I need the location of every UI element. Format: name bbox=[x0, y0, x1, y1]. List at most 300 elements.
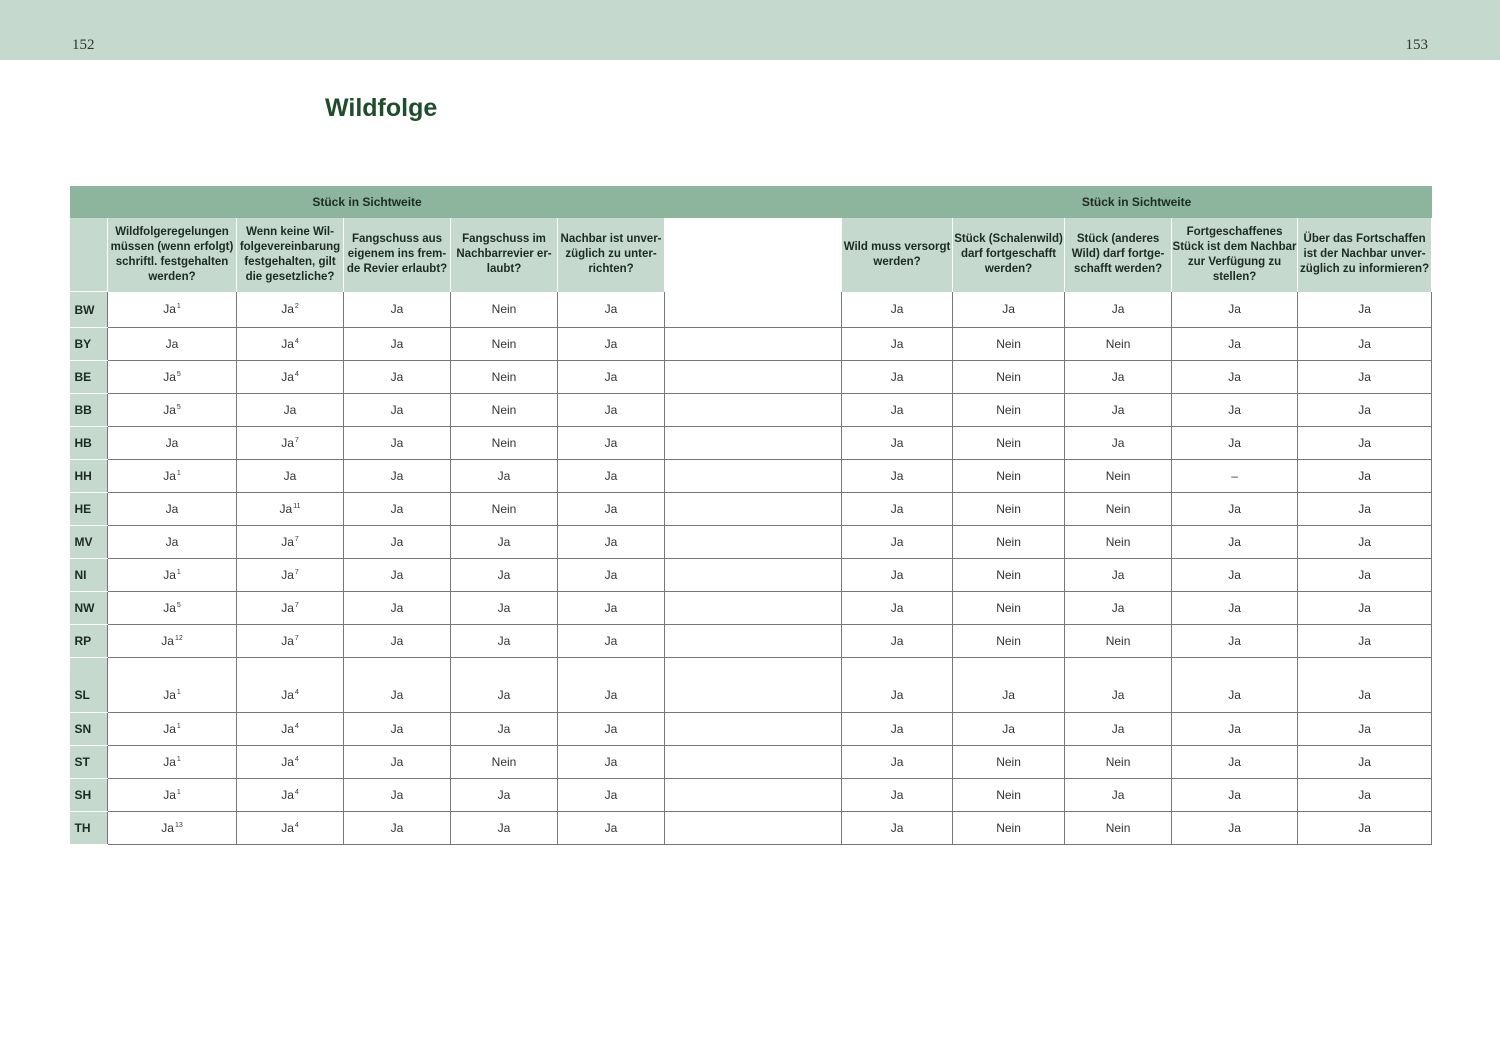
cell-value: Ja bbox=[497, 788, 511, 802]
table-cell bbox=[1172, 592, 1298, 625]
table-cell bbox=[1298, 361, 1432, 394]
column-header: Fangschuss aus eigenem ins frem-de Revier erlaubt? bbox=[344, 218, 451, 292]
cell-value: Nein bbox=[996, 568, 1021, 582]
cell-value: Ja bbox=[1002, 688, 1015, 702]
gutter-header bbox=[665, 218, 842, 292]
table-cell bbox=[953, 559, 1065, 592]
cell-value: Ja bbox=[163, 302, 176, 317]
cell-value: Ja bbox=[497, 535, 511, 549]
cell-value: Ja bbox=[163, 601, 176, 615]
cell-value: Ja bbox=[390, 755, 404, 769]
cell-value: Ja bbox=[281, 302, 294, 317]
table-cell bbox=[108, 658, 237, 713]
page-number-left: 152 bbox=[72, 37, 95, 53]
table-cell bbox=[451, 526, 558, 559]
cell-value: Ja bbox=[1358, 502, 1371, 516]
table-cell bbox=[558, 559, 665, 592]
cell-value: Ja bbox=[604, 436, 618, 450]
table-cell bbox=[451, 361, 558, 394]
cell-value: Ja bbox=[890, 821, 904, 835]
gutter-cell bbox=[665, 625, 842, 658]
table-cell bbox=[558, 361, 665, 394]
cell-value: Ja bbox=[281, 755, 294, 769]
cell-value: Ja bbox=[1358, 568, 1371, 582]
state-code: BW bbox=[70, 292, 108, 328]
state-code: NW bbox=[70, 592, 108, 625]
table-row bbox=[70, 625, 1432, 658]
table-cell bbox=[558, 812, 665, 845]
table-cell bbox=[953, 625, 1065, 658]
state-code: HE bbox=[70, 493, 108, 526]
table-cell bbox=[1065, 592, 1172, 625]
footnote-marker: 11 bbox=[293, 503, 301, 510]
table-cell bbox=[451, 592, 558, 625]
footnote-marker: 4 bbox=[294, 689, 299, 696]
cell-value: Ja bbox=[165, 502, 179, 516]
table-cell bbox=[1298, 559, 1432, 592]
cell-value: Ja bbox=[165, 337, 179, 351]
table-cell bbox=[108, 625, 237, 658]
page-number-right: 153 bbox=[1405, 37, 1428, 53]
cell-value: Ja bbox=[604, 601, 618, 615]
cell-value: Ja bbox=[890, 634, 904, 648]
cell-value: Ja bbox=[604, 337, 618, 351]
state-code: BB bbox=[70, 394, 108, 427]
table-cell bbox=[108, 427, 237, 460]
gutter-cell bbox=[665, 779, 842, 812]
cell-value: Ja bbox=[604, 302, 618, 317]
cell-value: Ja bbox=[281, 722, 294, 736]
cell-value: Nein bbox=[1105, 535, 1131, 549]
cell-value: Ja bbox=[390, 821, 404, 835]
table-row bbox=[70, 460, 1432, 493]
cell-value: Ja bbox=[281, 821, 294, 835]
table-cell bbox=[558, 779, 665, 812]
cell-value: Ja bbox=[497, 688, 511, 702]
cell-value: Ja bbox=[1228, 502, 1241, 516]
table-cell bbox=[953, 592, 1065, 625]
cell-value: Ja bbox=[604, 821, 618, 835]
table-cell bbox=[237, 292, 344, 328]
cell-value: Ja bbox=[890, 502, 904, 516]
cell-value: Ja bbox=[1228, 535, 1241, 549]
table-cell bbox=[1172, 559, 1298, 592]
cell-value: Ja bbox=[1111, 370, 1125, 384]
table-cell bbox=[1298, 713, 1432, 746]
table-cell bbox=[1065, 713, 1172, 746]
cell-value: Ja bbox=[1228, 337, 1241, 351]
cell-value: Ja bbox=[1228, 302, 1241, 317]
table-cell bbox=[953, 427, 1065, 460]
table-cell bbox=[237, 427, 344, 460]
table-cell bbox=[842, 625, 953, 658]
table-cell bbox=[344, 361, 451, 394]
gutter-cell bbox=[665, 526, 842, 559]
table-cell bbox=[953, 394, 1065, 427]
cell-value: Ja bbox=[283, 469, 297, 483]
cell-value: Ja bbox=[890, 436, 904, 450]
table-cell bbox=[451, 493, 558, 526]
gutter-cell bbox=[665, 658, 842, 713]
footnote-marker: 4 bbox=[294, 789, 299, 796]
table-cell bbox=[1172, 493, 1298, 526]
table-cell bbox=[108, 460, 237, 493]
table-cell bbox=[344, 328, 451, 361]
table-cell bbox=[1065, 394, 1172, 427]
cell-value: Ja bbox=[390, 370, 404, 384]
state-code: SL bbox=[70, 658, 108, 713]
table-cell bbox=[842, 746, 953, 779]
state-code: ST bbox=[70, 746, 108, 779]
table-cell bbox=[344, 746, 451, 779]
cell-value: Ja bbox=[1358, 788, 1371, 802]
table-cell bbox=[1065, 812, 1172, 845]
table-cell bbox=[1065, 328, 1172, 361]
table-cell bbox=[1298, 427, 1432, 460]
cell-value: Ja bbox=[1228, 436, 1241, 450]
table-cell bbox=[108, 526, 237, 559]
cell-value: Ja bbox=[1228, 601, 1241, 615]
cell-value: Nein bbox=[996, 788, 1021, 802]
cell-value: Ja bbox=[1228, 370, 1241, 384]
cell-value: Ja bbox=[1358, 688, 1371, 702]
cell-value: Ja bbox=[390, 568, 404, 582]
table-cell bbox=[558, 592, 665, 625]
cell-value: Nein bbox=[996, 370, 1021, 384]
cell-value: Ja bbox=[163, 469, 176, 483]
table-cell bbox=[1065, 361, 1172, 394]
table-cell bbox=[1298, 460, 1432, 493]
cell-value: Ja bbox=[1111, 568, 1125, 582]
cell-value: Ja bbox=[163, 688, 176, 702]
cell-value: Ja bbox=[390, 688, 404, 702]
table-cell bbox=[451, 713, 558, 746]
table-row bbox=[70, 746, 1432, 779]
cell-value: Ja bbox=[163, 722, 176, 736]
cell-value: Ja bbox=[890, 722, 904, 736]
cell-value: Ja bbox=[1358, 370, 1371, 384]
state-code: HB bbox=[70, 427, 108, 460]
cell-value: Ja bbox=[604, 568, 618, 582]
table-cell bbox=[237, 625, 344, 658]
cell-value: Ja bbox=[497, 634, 511, 648]
table-cell bbox=[237, 658, 344, 713]
table-cell bbox=[108, 292, 237, 328]
cell-value: Ja bbox=[281, 568, 294, 582]
table-cell bbox=[953, 460, 1065, 493]
table-cell bbox=[953, 361, 1065, 394]
table-cell bbox=[451, 746, 558, 779]
table-cell bbox=[108, 361, 237, 394]
cell-value: Ja bbox=[1228, 403, 1241, 417]
table-cell bbox=[108, 493, 237, 526]
table-cell bbox=[108, 592, 237, 625]
table-cell bbox=[237, 460, 344, 493]
table-cell bbox=[1172, 658, 1298, 713]
footnote-marker: 7 bbox=[294, 602, 299, 609]
table-cell bbox=[1298, 812, 1432, 845]
cell-value: Ja bbox=[163, 370, 176, 384]
table-cell bbox=[842, 328, 953, 361]
table-cell bbox=[558, 658, 665, 713]
gutter-cell bbox=[665, 427, 842, 460]
table-body bbox=[70, 292, 1432, 845]
table-cell bbox=[108, 779, 237, 812]
cell-value: Ja bbox=[1228, 722, 1241, 736]
cell-value: Ja bbox=[163, 568, 176, 582]
cell-value: Ja bbox=[1358, 634, 1371, 648]
table-cell bbox=[108, 559, 237, 592]
cell-value: Ja bbox=[890, 337, 904, 351]
cell-value: Ja bbox=[390, 788, 404, 802]
cell-value: Ja bbox=[604, 755, 618, 769]
table-cell bbox=[237, 394, 344, 427]
table-row bbox=[70, 526, 1432, 559]
cell-value: Nein bbox=[1105, 634, 1131, 648]
cell-value: Ja bbox=[497, 568, 511, 582]
header-corner bbox=[70, 218, 108, 292]
cell-value: – bbox=[1231, 469, 1238, 483]
cell-value: Ja bbox=[1228, 755, 1241, 769]
cell-value: Ja bbox=[390, 436, 404, 450]
cell-value: Ja bbox=[1358, 302, 1371, 317]
table-cell bbox=[344, 658, 451, 713]
page-title: Wildfolge bbox=[325, 94, 438, 122]
cell-value: Nein bbox=[996, 502, 1021, 516]
cell-value: Nein bbox=[491, 302, 517, 317]
cell-value: Nein bbox=[1105, 469, 1131, 483]
cell-value: Ja bbox=[163, 788, 176, 802]
column-header: Fangschuss im Nachbarrevier er-laubt? bbox=[451, 218, 558, 292]
cell-value: Ja bbox=[390, 337, 404, 351]
table-cell bbox=[1172, 625, 1298, 658]
cell-value: Ja bbox=[281, 337, 294, 351]
state-code: SN bbox=[70, 713, 108, 746]
table-row bbox=[70, 328, 1432, 361]
table-cell bbox=[451, 658, 558, 713]
cell-value: Ja bbox=[604, 788, 618, 802]
cell-value: Ja bbox=[604, 722, 618, 736]
cell-value: Ja bbox=[1358, 403, 1371, 417]
cell-value: Ja bbox=[890, 469, 904, 483]
table-cell bbox=[842, 592, 953, 625]
table-cell bbox=[1065, 658, 1172, 713]
cell-value: Ja bbox=[161, 634, 174, 648]
table-cell bbox=[1065, 427, 1172, 460]
cell-value: Nein bbox=[996, 337, 1021, 351]
table-cell bbox=[1172, 292, 1298, 328]
footnote-marker: 5 bbox=[176, 404, 181, 411]
footnote-marker: 4 bbox=[294, 756, 299, 763]
gutter-cell bbox=[665, 592, 842, 625]
table-cell bbox=[953, 526, 1065, 559]
table-cell bbox=[1298, 394, 1432, 427]
table-cell bbox=[451, 625, 558, 658]
footnote-marker: 1 bbox=[176, 723, 181, 730]
table-cell bbox=[1298, 592, 1432, 625]
table-cell bbox=[953, 779, 1065, 812]
footnote-marker: 5 bbox=[176, 602, 181, 609]
state-code: HH bbox=[70, 460, 108, 493]
table-cell bbox=[1172, 779, 1298, 812]
column-header: Wildfolgeregelungen müssen (wenn erfolgt) schriftl. festgehalten werden? bbox=[108, 218, 237, 292]
cell-value: Ja bbox=[1358, 755, 1371, 769]
table-cell bbox=[344, 812, 451, 845]
cell-value: Ja bbox=[1111, 688, 1125, 702]
table-cell bbox=[558, 292, 665, 328]
cell-value: Ja bbox=[1111, 302, 1125, 317]
table-cell bbox=[344, 292, 451, 328]
cell-value: Ja bbox=[1111, 788, 1125, 802]
table-cell bbox=[558, 394, 665, 427]
table-cell bbox=[842, 779, 953, 812]
cell-value: Nein bbox=[491, 337, 517, 351]
cell-value: Ja bbox=[390, 535, 404, 549]
cell-value: Ja bbox=[165, 436, 179, 450]
table-cell bbox=[842, 713, 953, 746]
table-cell bbox=[344, 625, 451, 658]
state-code: BY bbox=[70, 328, 108, 361]
table-cell bbox=[1172, 394, 1298, 427]
cell-value: Ja bbox=[604, 370, 618, 384]
gutter-cell bbox=[665, 460, 842, 493]
table-cell bbox=[451, 328, 558, 361]
gutter-cell bbox=[665, 559, 842, 592]
table-row bbox=[70, 592, 1432, 625]
table-cell bbox=[1172, 361, 1298, 394]
table-cell bbox=[558, 427, 665, 460]
cell-value: Ja bbox=[281, 370, 294, 384]
cell-value: Ja bbox=[604, 535, 618, 549]
footnote-marker: 1 bbox=[176, 569, 181, 576]
table-row bbox=[70, 292, 1432, 328]
top-bar bbox=[0, 0, 1500, 60]
table-cell bbox=[953, 746, 1065, 779]
footnote-marker: 4 bbox=[294, 822, 299, 829]
table-row bbox=[70, 394, 1432, 427]
gutter-cell bbox=[665, 394, 842, 427]
footnote-marker: 1 bbox=[176, 303, 181, 311]
table-cell bbox=[558, 526, 665, 559]
band-header-right: Stück in Sichtweite bbox=[842, 186, 1432, 218]
state-code: MV bbox=[70, 526, 108, 559]
cell-value: Ja bbox=[890, 403, 904, 417]
cell-value: Nein bbox=[1105, 502, 1131, 516]
table-cell bbox=[344, 592, 451, 625]
state-code: RP bbox=[70, 625, 108, 658]
cell-value: Ja bbox=[281, 535, 294, 549]
state-code: SH bbox=[70, 779, 108, 812]
table-cell bbox=[344, 493, 451, 526]
table-cell bbox=[1065, 779, 1172, 812]
footnote-marker: 7 bbox=[294, 437, 299, 444]
table-cell bbox=[1298, 493, 1432, 526]
cell-value: Ja bbox=[604, 469, 618, 483]
gutter-cell bbox=[665, 292, 842, 328]
cell-value: Ja bbox=[890, 688, 904, 702]
cell-value: Ja bbox=[281, 634, 294, 648]
cell-value: Ja bbox=[497, 722, 511, 736]
gutter-cell bbox=[665, 812, 842, 845]
column-header: Nachbar ist unver-züglich zu unter-richten? bbox=[558, 218, 665, 292]
table-cell bbox=[1298, 746, 1432, 779]
table-cell bbox=[108, 746, 237, 779]
table-cell bbox=[953, 328, 1065, 361]
gutter-cell bbox=[665, 328, 842, 361]
cell-value: Ja bbox=[279, 502, 293, 516]
table-cell bbox=[1172, 427, 1298, 460]
table-cell bbox=[451, 812, 558, 845]
cell-value: Nein bbox=[996, 601, 1021, 615]
gutter-cell bbox=[665, 493, 842, 526]
table-cell bbox=[451, 559, 558, 592]
table-cell bbox=[1298, 658, 1432, 713]
cell-value: Ja bbox=[497, 601, 511, 615]
table-cell bbox=[344, 779, 451, 812]
footnote-marker: 4 bbox=[294, 723, 299, 730]
cell-value: Ja bbox=[163, 403, 176, 417]
footnote-marker: 1 bbox=[176, 689, 181, 696]
table-cell bbox=[237, 713, 344, 746]
cell-value: Ja bbox=[1111, 722, 1125, 736]
cell-value: Nein bbox=[996, 634, 1021, 648]
state-code: TH bbox=[70, 812, 108, 845]
footnote-marker: 1 bbox=[176, 789, 181, 796]
table-cell bbox=[953, 713, 1065, 746]
cell-value: Ja bbox=[1358, 469, 1371, 483]
column-header: Über das Fortschaffen ist der Nachbar unver-züglich zu informieren? bbox=[1298, 218, 1432, 292]
table-cell bbox=[344, 394, 451, 427]
cell-value: Ja bbox=[1358, 601, 1371, 615]
wildfolge-table bbox=[69, 186, 1432, 845]
cell-value: Ja bbox=[1228, 788, 1241, 802]
table-cell bbox=[842, 526, 953, 559]
cell-value: Ja bbox=[281, 788, 294, 802]
table-cell bbox=[953, 493, 1065, 526]
cell-value: Nein bbox=[1105, 755, 1131, 769]
footnote-marker: 12 bbox=[174, 635, 183, 642]
cell-value: Ja bbox=[1111, 403, 1125, 417]
cell-value: Ja bbox=[281, 436, 294, 450]
table-cell bbox=[1298, 328, 1432, 361]
cell-value: Ja bbox=[890, 601, 904, 615]
table-cell bbox=[344, 713, 451, 746]
table-cell bbox=[842, 427, 953, 460]
table-cell bbox=[953, 658, 1065, 713]
table-cell bbox=[1172, 812, 1298, 845]
cell-value: Ja bbox=[1228, 634, 1241, 648]
table-cell bbox=[344, 526, 451, 559]
gutter-cell bbox=[665, 746, 842, 779]
cell-value: Ja bbox=[604, 634, 618, 648]
cell-value: Ja bbox=[161, 821, 174, 835]
table-cell bbox=[1172, 713, 1298, 746]
table-cell bbox=[842, 493, 953, 526]
column-header: Stück (Schalenwild) darf fortgeschafft werden? bbox=[953, 218, 1065, 292]
table-cell bbox=[1172, 746, 1298, 779]
state-code: BE bbox=[70, 361, 108, 394]
table-cell bbox=[451, 394, 558, 427]
cell-value: Ja bbox=[390, 601, 404, 615]
cell-value: Ja bbox=[497, 821, 511, 835]
cell-value: Nein bbox=[1105, 821, 1131, 835]
table-cell bbox=[451, 292, 558, 328]
cell-value: Ja bbox=[890, 788, 904, 802]
table-cell bbox=[237, 779, 344, 812]
table-cell bbox=[1172, 328, 1298, 361]
table-cell bbox=[344, 559, 451, 592]
state-code: NI bbox=[70, 559, 108, 592]
